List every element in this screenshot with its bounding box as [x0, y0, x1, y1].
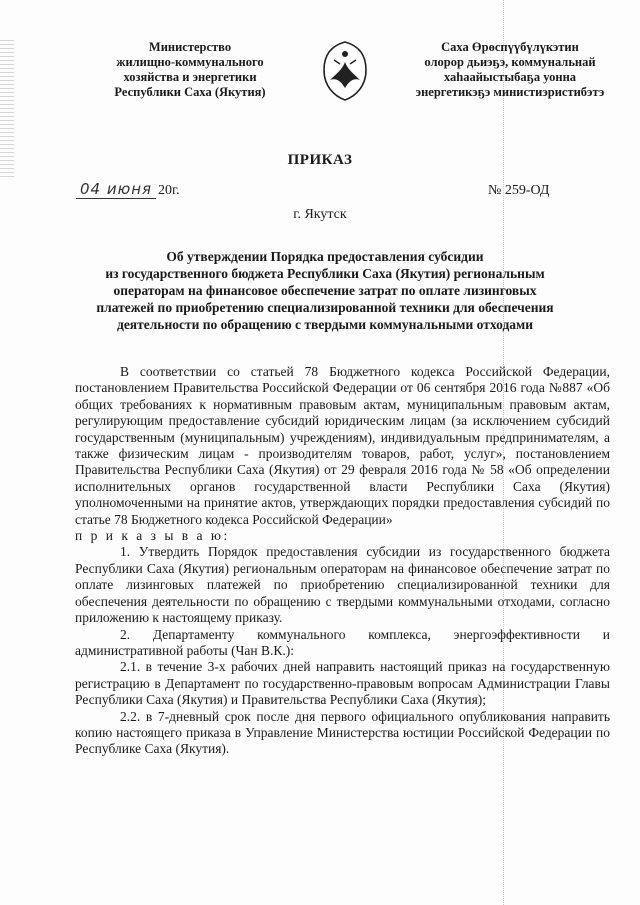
order-subject: Об утверждении Порядка предоставления субсидии из государственного бюджета Республики Саха (Якутия) региональным операторам на финансовое обеспечение затрат по оплате лизинговых платежей по приобретению специализированной техники для обеспечения деятельности по обращению с твердыми коммунальными отходами — [96, 249, 554, 332]
item-2-1-paragraph: 2.1. в течение 3-х рабочих дней направить настоящий приказ на государственную регистрацию в Департамент по государственно-правовым вопросам Администрации Главы Республики Саха (Якутия) и Правительства Республики Саха (Якутия); — [75, 659, 610, 708]
item-1-paragraph: 1. Утвердить Порядок предоставления субсидии из государственного бюджета Республики Саха (Якутия) региональным операторам на финансовое обеспечение затрат по оплате лизинговых платежей по приобретению специализированной техники для обеспечения деятельности по обращению с твердыми коммунальными отходами, согласно приложению к настоящему приказу. — [75, 544, 610, 626]
preamble-paragraph: В соответствии со статьей 78 Бюджетного кодекса Российской Федерации, постановлением Правительства Российской Федерации от 06 сентября 2016 года №887 «Об общих требованиях к нормативным правовым актам, муниципальным правовым актам, регулирующим предоставление субсидий юридическим лицам (за исключением субсидий государственным (муниципальным) учреждениям), индивидуальным предпринимателям, а также физическим лицам - производителям товаров, работ, услуг», постановлением Правительства Республики Саха (Якутия) от 29 февраля 2016 года № 58 «Об определении исполнительных органов государственной власти Республики Саха (Якутия) уполномоченными на принятие актов, утверждающих порядки предоставления субсидий по статье 78 Бюджетного кодекса Российской Федерации» — [75, 364, 610, 527]
letterhead — [60, 40, 620, 130]
item-2-paragraph: 2. Департаменту коммунального комплекса, энергоэффективности и административной работы (Чан В.К.): — [75, 626, 610, 658]
item-2-2-paragraph: 2.2. в 7-дневный срок после дня первого официального опубликования направить копию настоящего приказа в Управление Министерства юстиции Российской Федерации по Республике Саха (Якутия). — [75, 708, 610, 757]
ministry-name-russian: Министерство жилищно-коммунального хозяйства и энергетики Республики Саха (Якутия) — [114, 40, 266, 99]
prikazyvayu-line: п р и к а з ы в а ю: — [75, 528, 230, 544]
document-title: ПРИКАЗ — [287, 152, 353, 168]
document-number: № 259-ОД — [488, 183, 550, 198]
date-year: 20г. — [158, 183, 180, 198]
handwritten-date: 04 июня — [80, 180, 153, 198]
order-body — [75, 364, 610, 758]
coat-of-arms-icon — [320, 40, 370, 102]
date-underline — [76, 198, 156, 199]
city: г. Якутск — [293, 207, 347, 222]
ministry-name-sakha: Саха Өрөспүүбүлүкэтин олорор дьиэҕэ, коммунальнай хаһаайыстыбаҕа уонна энергетикэҕэ министиэристибэтэ — [415, 40, 605, 99]
